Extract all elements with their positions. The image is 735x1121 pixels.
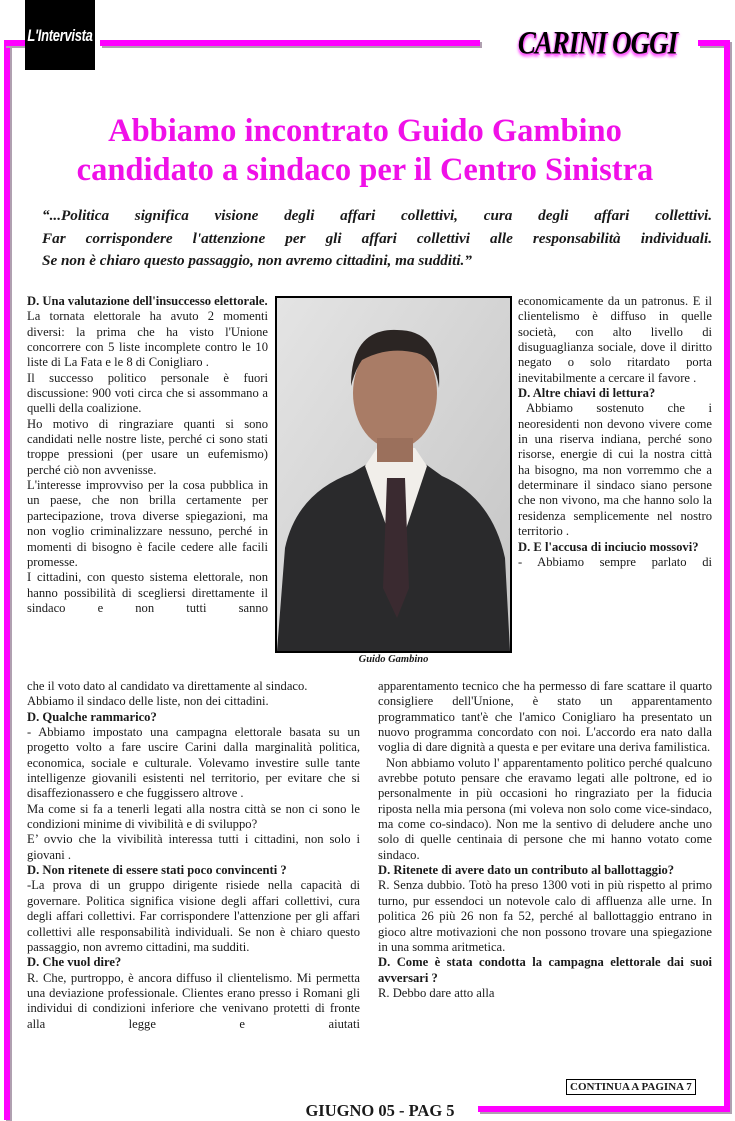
issue-page-footer: GIUGNO 05 - PAG 5 (305, 1101, 455, 1120)
interview-paragraph: R. Debbo dare atto alla (378, 985, 495, 1000)
quote-line: “...Politica significa visione degli affari collettivi, cura degli affari collettivi. (42, 207, 712, 224)
quote-line: Far corrispondere l'attenzione per gli affari collettivi alle responsabilità individuali. (42, 229, 712, 247)
section-logo (25, 0, 95, 70)
pull-quote (42, 205, 712, 273)
frame-top-rule-left (4, 40, 25, 46)
frame-left-border (4, 40, 10, 1120)
interview-paragraph: - Abbiamo impostato una campagna elettorale basata su un progetto volto a fare uscire Carini dalla marginalità politica, economica, sociale e culturale. Volevamo investire sulle tante intelligenze giovanili esistenti nel territorio, per evitare che si disaffezionassero e che fuggissero altrove . (27, 725, 360, 801)
interview-paragraph: - Abbiamo sempre parlato di (518, 554, 712, 569)
interview-question: D. Qualche rammarico? (27, 709, 157, 724)
interview-paragraph: Abbiamo sostenuto che i neoresidenti non devono vivere come in una riserva indiana, perché sono risorse, energie di cui la nostra città ha bisogno, ma non vorremmo che a determinare il sindaco siano persone che non vivono, ma che hanno solo la residenza semplicemente nel nostro territorio . (518, 401, 712, 539)
interview-paragraph: L'interesse improvviso per la cosa pubblica in un paese, che non brilla certamente per partecipazione, trova diverse spiegazioni, ma non voglio criminalizzare nessuno, perché in momenti di bisogno è facile cedere alle facili promesse. (27, 478, 268, 569)
interview-paragraph: Non abbiamo voluto l' apparentamento politico perché qualcuno avrebbe potuto pensare che eravamo legati alle poltrone, ed io personalmente in più occasioni ho ringraziato per la fiducia riposta nella mia persona (mi voleva non solo come vice-sindaco, ma come co-sindaco). Non me la sentivo di deludere anche uno solo di quelle centinaia di persone che mi hanno votato come sindaco. (378, 755, 712, 862)
interview-paragraph: La tornata elettorale ha avuto 2 momenti diversi: la prima che ha visto l'Unione concorrere con 5 liste incomplete contro le 10 liste di La Fata e le 8 di Conigliaro . (27, 309, 268, 370)
interview-paragraph: Ho motivo di ringraziare quanti si sono candidati nelle nostre liste, perché ci sono stati troppe pressioni (per usare un eufemismo) perché ciò non avvenisse. (27, 416, 268, 477)
interview-paragraph: che il voto dato al candidato va direttamente al sindaco. (27, 679, 308, 693)
title-line: Abbiamo incontrato Guido Gambino (108, 113, 622, 149)
interview-paragraph: I cittadini, con questo sistema elettorale, non hanno possibilità di scegliersi direttamente il sindaco e non tutti sanno (27, 570, 268, 615)
article-column-right (518, 294, 712, 570)
interview-paragraph: R. Senza dubbio. Totò ha preso 1300 voti in più rispetto al primo turno, pur essendoci un notevole calo di affluenza alle urne. In politica 26 più 26 non fa 52, perché al ballottaggio entrano in gioco altre motivazioni che non possono trovare una spiegazione in una somma aritmetica. (378, 878, 712, 954)
interview-question: D. Altre chiavi di lettura? (518, 386, 656, 401)
portrait-photo (275, 296, 512, 653)
quote-line: Se non è chiaro questo passaggio, non avremo cittadini, ma sudditi.” (42, 252, 472, 269)
interview-paragraph: Ma come si fa a tenerli legati alla nostra città se non ci sono le condizioni minime di vivibilità e di sviluppo? (27, 801, 360, 832)
frame-right-border (724, 40, 730, 1112)
interview-question: D. Non ritenete di essere stati poco convincenti ? (27, 863, 287, 878)
page-title (20, 112, 710, 190)
article-column-bottom-left (27, 679, 360, 1032)
portrait-image (277, 298, 510, 651)
interview-question: D. Una valutazione dell'insuccesso elettorale. (27, 294, 268, 308)
title-line: candidato a sindaco per il Centro Sinistra (76, 152, 654, 188)
masthead-logo: CARINI OGGI (517, 24, 678, 61)
interview-question: D. Ritenete di avere dato un contributo al ballottaggio? (378, 863, 675, 878)
interview-paragraph: R. Che, purtroppo, è ancora diffuso il clientelismo. Mi permetta una deviazione professionale. Clientes erano presso i Romani gli individui di condizioni inferiore che venivano protetti di fronte alla legge e aiutati (27, 970, 360, 1031)
section-logo-text: L'Intervista (27, 25, 93, 45)
continue-on-page-link[interactable]: CONTINUA A PAGINA 7 (566, 1079, 696, 1095)
interview-paragraph: Abbiamo il sindaco delle liste, non dei cittadini. (27, 694, 269, 709)
interview-paragraph: Il successo politico personale è fuori discussione: 900 voti circa che si assommano a quelli della coalizione. (27, 370, 268, 416)
photo-caption: Guido Gambino (358, 654, 429, 665)
interview-paragraph: apparentamento tecnico che ha permesso di fare scattare il quarto consigliere dell'Unione, è stato un apparentamento programmatico tant'è che l'amico Conigliaro ha presentato un nuovo programma concordato con noi. L'accordo era nato dalla voglia di dare dignità a questa e per evitare una deriva familistica. (378, 679, 712, 755)
interview-paragraph: economicamente da un patronus. E il clientelismo è diffuso in quelle società, con alto livello di disuguaglianza sociale, dove il diritto negato o solo ritardato porta inevitabilmente a cercare il favore . (518, 294, 712, 385)
interview-paragraph: -La prova di un gruppo dirigente risiede nella capacità di governare. Politica significa visione degli affari collettivi, cura degli affari collettivi. Far corrispondere l'attenzione per gli affari collettivi alle responsabilità individuali. Se non è chiaro questo passaggio, non avremo cittadini, ma sudditi. (27, 878, 360, 954)
interview-question: D. Come è stata condotta la campagna elettorale dai suoi avversari ? (378, 955, 712, 985)
article-column-left (27, 294, 268, 616)
frame-bottom-rule (478, 1106, 730, 1112)
interview-question: D. E l'accusa di inciucio mossovi? (518, 539, 699, 554)
interview-question: D. Che vuol dire? (27, 955, 122, 970)
interview-paragraph: E’ ovvio che la vivibilità interessa tutti i cittadini, non solo i giovani . (27, 832, 360, 862)
frame-top-rule (100, 40, 480, 46)
article-column-bottom-right (378, 679, 712, 1001)
